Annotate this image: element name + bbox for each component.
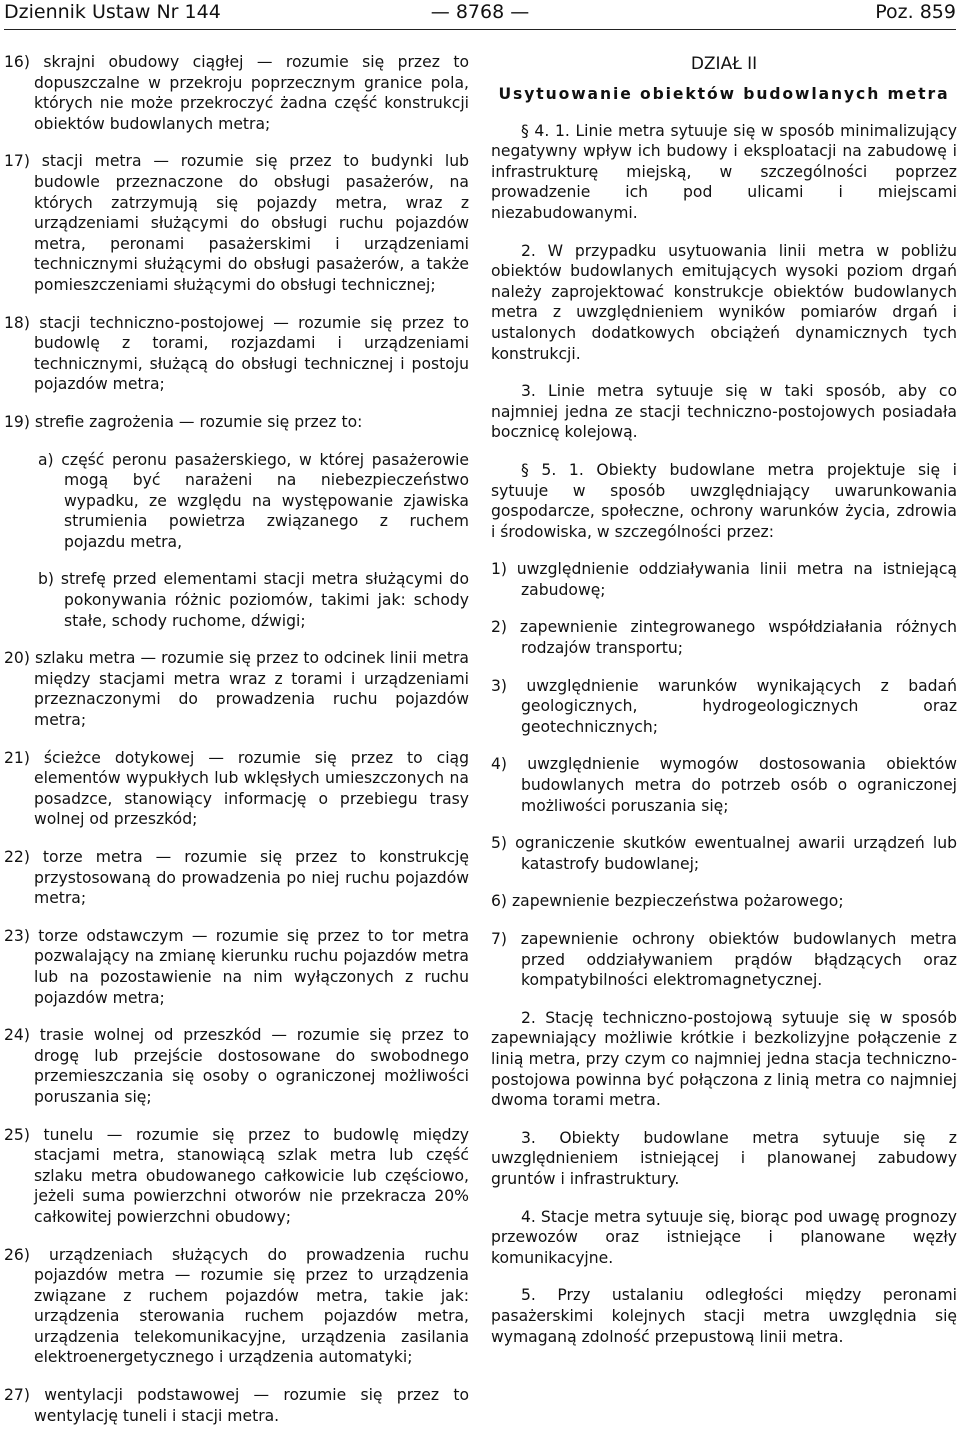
header-rule [4, 29, 956, 30]
definition-subitem: a) część peronu pasażerskiego, w której pasażerowie mogą być narażeni na niebezpieczeństwo wypadku, ze względu na występowanie zjawiska strumienia powietrza związanego z ruchem pojazdu metra, [38, 450, 469, 551]
list-point: 3) uwzględnienie warunków wynikających z badań geologicznych, hydrogeologicznych oraz geotechnicznych; [491, 676, 957, 736]
definition-item: 19) strefie zagrożenia — rozumie się przez to: [4, 412, 363, 431]
definition-item: 27) wentylacji podstawowej — rozumie się przez to wentylację tuneli i stacji metra. [4, 1386, 469, 1425]
list-point: 1) uwzględnienie oddziaływania linii metra na istniejącą zabudowę; [491, 560, 957, 599]
definition-item: 18) stacji techniczno-postojowej — rozumie się przez to budowlę z torami, rozjazdami i urządzeniami technicznymi, służącą do obsługi technicznej i postoju pojazdów metra; [4, 313, 469, 394]
definition-item: 23) torze odstawczym — rozumie się przez to tor metra pozwalający na zmianę kierunku ruchu pojazdów metra lub na pozostawienie na nim wyłączonych z ruchu pojazdów metra; [4, 926, 469, 1007]
list-point: 7) zapewnienie ochrony obiektów budowlanych metra przed oddziaływaniem prądów błądzących oraz kompatybilności elektromagnetycznej. [491, 930, 957, 990]
paragraph-4-3: 3. Linie metra sytuuje się w taki sposób, aby co najmniej jedna ze stacji techniczno-postojowych posiadała bocznicę kolejową. [491, 382, 957, 442]
paragraph-5-2: 2. Stację techniczno-postojową sytuuje się w sposób zapewniający możliwie krótkie i bezkolizyjne połączenie z linią metra, przy czym co najmniej jedna stacja techniczno-postojowa powinna być połączona z linią metra co najmniej dwoma torami metra. [491, 1008, 957, 1110]
definition-subitem: b) strefę przed elementami stacji metra służącymi do pokonywania różnic poziomów, takimi jak: schody stałe, schody ruchome, dźwigi; [38, 570, 469, 630]
right-column [491, 52, 957, 1364]
left-column [4, 52, 469, 1443]
definition-item: 17) stacji metra — rozumie się przez to budynki lub budowle przeznaczone do obsługi pasażerów, na których zatrzymują się pojazdy metra, wraz z urządzeniami służącymi do obsługi ruchu pojazdów metra, peronami pasażerskimi i urządzeniami technicznymi służącymi do obsługi pasażerów, a także pomieszczeniami służącymi do obsługi technicznej; [4, 152, 469, 294]
definition-item: 16) skrajni obudowy ciągłej — rozumie się przez to dopuszczalne w przekroju poprzecznym granice pola, których nie może przekroczyć żadna część konstrukcji obiektów budowlanych metra; [4, 53, 469, 133]
paragraph-4-1: § 4. 1. Linie metra sytuuje się w sposób minimalizujący negatywny wpływ ich budowy i eksploatacji na zabudowę i infrastrukturę miejską, w szczególności poprzez prowadzenie ich pod ulicami i miejscami niezabudowanymi. [491, 121, 957, 222]
definition-item: 20) szlaku metra — rozumie się przez to odcinek linii metra między stacjami metra wraz z torami i urządzeniami przeznaczonymi do prowadzenia ruchu pojazdów metra; [4, 649, 469, 730]
paragraph-5-4: 4. Stacje metra sytuuje się, biorąc pod uwagę prognozy przewozów oraz istniejące i planowane węzły komunikacyjne. [491, 1207, 957, 1267]
list-point: 6) zapewnienie bezpieczeństwa pożarowego; [491, 892, 844, 911]
journal-title: Dziennik Ustaw Nr 144 [4, 1, 221, 23]
section-subtitle: Usytuowanie obiektów budowlanych metra [498, 85, 950, 103]
definition-item: 22) torze metra — rozumie się przez to konstrukcję przystosowaną do prowadzenia po niej ruchu pojazdów metra; [4, 848, 469, 908]
paragraph-5-5: 5. Przy ustalaniu odległości między peronami pasażerskimi kolejnych stacji metra uwzględnia się wymaganą zdolność przepustową linii metra. [491, 1286, 957, 1346]
definition-item: 24) trasie wolnej od przeszkód — rozumie się przez to drogę lub przejście dostosowane do swobodnego przemieszczania się osoby o ograniczonej możliwości poruszania się; [4, 1026, 469, 1106]
paragraph-4-2: 2. W przypadku usytuowania linii metra w pobliżu obiektów budowlanych emitujących wysoki poziom drgań należy zaprojektować konstrukcje obiektów budowlanych metra z uwzględnieniem wyników pomiarów drgań i ustalonych dodatkowych obciążeń dynamicznych tych konstrukcji. [491, 241, 957, 363]
list-point: 4) uwzględnienie wymogów dostosowania obiektów budowlanych metra do potrzeb osób o ograniczonej możliwości poruszania się; [491, 755, 957, 815]
list-point: 5) ograniczenie skutków ewentualnej awarii urządzeń lub katastrofy budowlanej; [491, 834, 957, 873]
definition-item: 26) urządzeniach służących do prowadzenia ruchu pojazdów metra — rozumie się przez to urządzenia związane z ruchem pojazdów metra, takie jak: urządzenia sterowania ruchem pojazdów metra, urządzenia telekomunikacyjne, urządzenia zasilania elektroenergetycznego i urządzenia automatyki; [4, 1245, 469, 1367]
page-header [4, 0, 956, 34]
definition-item: 21) ścieżce dotykowej — rozumie się przez to ciąg elementów wypukłych lub wklęsłych umieszczonych na posadzce, stanowiący informację o przebiegu trasy wolnej od przeszkód; [4, 748, 469, 829]
paragraph-5-3: 3. Obiekty budowlane metra sytuuje się z uwzględnieniem istniejącej i planowanej zabudowy gruntów i infrastruktury. [491, 1128, 957, 1188]
page-number: — 8768 — [430, 1, 530, 23]
list-point: 2) zapewnienie zintegrowanego współdziałania różnych rodzajów transportu; [491, 618, 957, 658]
section-title: DZIAŁ II [690, 54, 758, 74]
definition-item: 25) tunelu — rozumie się przez to budowlę między stacjami metra, stanowiącą szlak metra lub część szlaku metra obudowanego całkowicie lub częściowo, jeżeli suma powierzchni otworów nie przekracza 20% całkowitej powierzchni obudowy; [4, 1125, 469, 1226]
paragraph-5-1: § 5. 1. Obiekty budowlane metra projektuje się i sytuuje w sposób uwzględniający uwarunkowania gospodarcze, społeczne, ochrony warunków życia, zdrowia i środowiska, w szczególności przez: [491, 460, 957, 541]
position-number: Poz. 859 [875, 1, 956, 23]
